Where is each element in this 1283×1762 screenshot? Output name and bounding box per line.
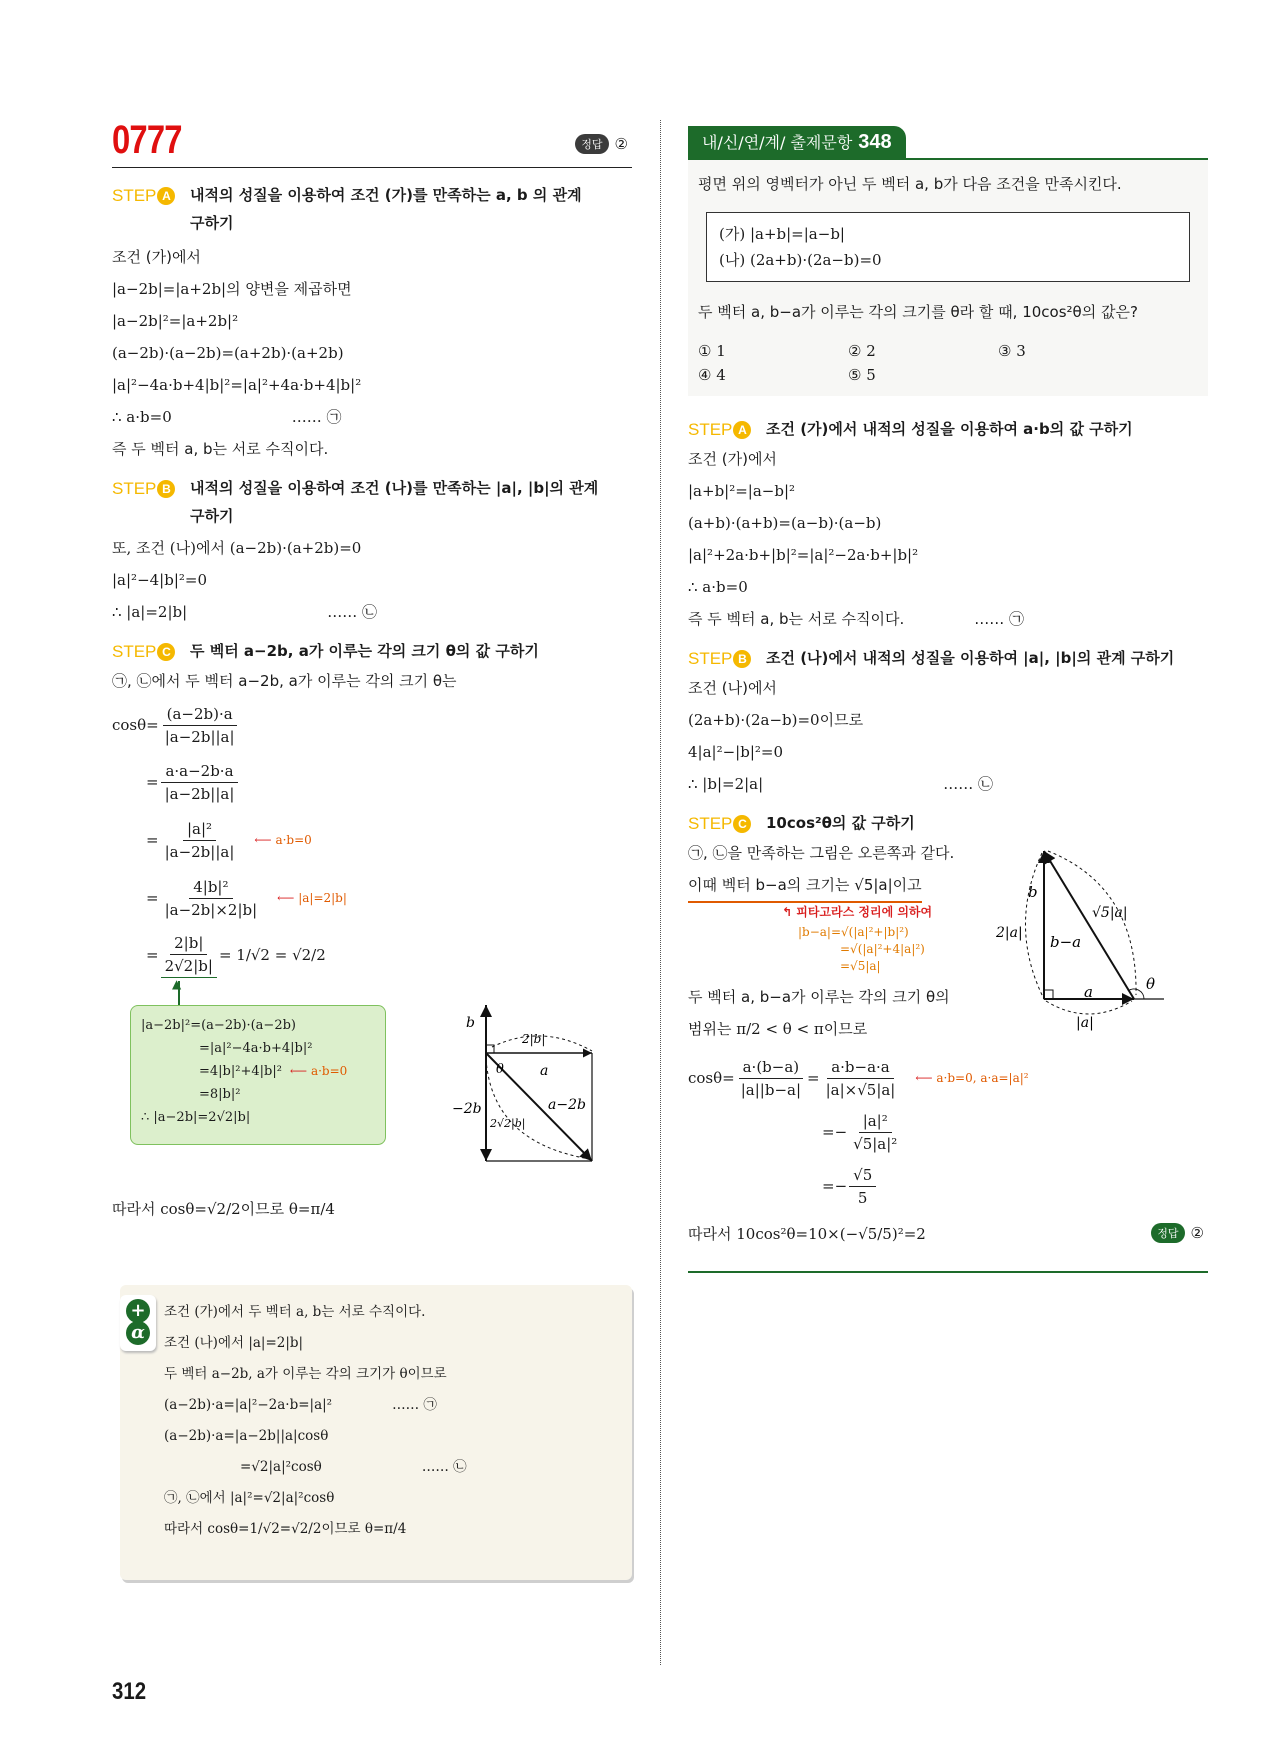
text-line: ㉠, ㉡에서 두 벡터 a−2b, a가 이루는 각의 크기 θ는: [112, 672, 457, 690]
plus-alpha-box: + α 조건 (가)에서 두 벡터 a, b는 서로 수직이다. 조건 (나)에서 |a|=2|b| 두 벡터 a−2b, a가 이루는 각의 크기가 θ이므로 (a−2b)·a=|a|²−2a·b=|a|² …… ㉠ (a−2b)·a=|a−2b||a|cosθ =√2|a|²cosθ …… ㉡ ㉠, ㉡에서 |a|²=√2|a|²cosθ 따라서 cosθ=1/√2=√2/2이므로 θ=π/4: [120, 1285, 632, 1580]
svg-text:b: b: [1028, 883, 1038, 901]
choice-1[interactable]: ① 1: [698, 342, 726, 360]
math-line: |a−2b|=|a+2b|의 양변을 제곱하면: [112, 280, 352, 298]
step-b-body: [112, 532, 632, 628]
step-letter-icon: A: [157, 187, 175, 205]
question-text: 평면 위의 영벡터가 아닌 두 벡터 a, b가 다음 조건을 만족시킨다.: [698, 175, 1122, 193]
question-ask: 두 벡터 a, b−a가 이루는 각의 크기를 θ라 할 때, 10cos²θ의 값은?: [698, 303, 1138, 321]
answer: [575, 134, 628, 154]
naesin-tab: 내/신/연/계/ 출제문항 348: [688, 126, 906, 158]
svg-text:a: a: [540, 1063, 549, 1079]
choice-3[interactable]: ③ 3: [998, 342, 1026, 360]
step-c: [112, 642, 632, 665]
step-a: [112, 186, 632, 237]
step-letter-icon: B: [157, 480, 175, 498]
conditions-box: (가) |a+b|=|a−b| (나) (2a+b)·(2a−b)=0: [706, 212, 1190, 282]
eq-row: cosθ= $\frac{(a-2b)\cdot a}{|a-2b||a|}$: [112, 697, 632, 753]
arrow-up-icon: ▲: [172, 977, 182, 991]
annotation: ⟵ a·b=0: [254, 833, 312, 847]
choice-4[interactable]: ④ 4: [698, 366, 726, 384]
conclusion-row: [688, 1213, 1208, 1253]
column-divider: [660, 120, 661, 1665]
step-letter-icon: C: [157, 643, 175, 661]
math-line: (a−2b)·(a−2b)=(a+2b)·(a+2b): [112, 344, 344, 362]
section-end-rule: [688, 1271, 1208, 1273]
cos-derivation: [112, 697, 632, 983]
plus-alpha-icon: + α: [120, 1295, 156, 1351]
eq-row: = $\frac{a\cdot a-2b\cdot a}{|a-2b||a|}$: [112, 753, 632, 811]
arrow-left-icon: ⟵: [254, 833, 272, 847]
answer-badge: 정답: [575, 134, 608, 154]
step-a-body: [112, 241, 632, 465]
eq-row: =− $\frac{\text{|a|²}}{\text{√5|a|²}}$: [822, 1111, 898, 1153]
math-line: ∴ a·b=0 …… ㉠: [112, 401, 632, 433]
eq-row: = $\frac{\text{|a|²}}{|a-2b||a|}$ ⟵ a·b=0: [146, 819, 312, 861]
step-title: 10cos²θ의 값 구하기: [766, 814, 915, 832]
vector-square-diagram: [452, 1003, 612, 1163]
naesin-348: [688, 126, 1208, 1273]
pythagoras-derivation: |b−a|=√(|a|²+|b|²) =√(|a|²+4|a|²) =√5|a|: [798, 925, 925, 973]
math-line: ∴ |a|=2|b| …… ㉡: [112, 596, 632, 628]
math-line: |a|²−4a·b+4|b|²=|a|²+4a·b+4|b|²: [112, 376, 362, 394]
text-line: 즉 두 벡터 a, b는 서로 수직이다.: [112, 440, 329, 458]
question-panel: [688, 160, 1208, 396]
arrow-left-icon: ⟵: [289, 1064, 308, 1078]
svg-text:|a|: |a|: [1076, 1015, 1094, 1031]
green-helper-box: |a−2b|²=(a−2b)·(a−2b) =|a|²−4a·b+4|b|² =4|b|²+4|b|² ⟵ a·b=0 =8|b|² ∴ |a−2b|=2√2|b|: [130, 1005, 386, 1145]
step-b: STEP B 조건 (나)에서 내적의 성질을 이용하여 |a|, |b|의 관계 구하기: [688, 649, 1208, 672]
triangle-diagram: [988, 837, 1198, 1037]
step-tag: STEP B: [112, 479, 190, 499]
svg-text:b−a: b−a: [1050, 933, 1082, 951]
step-title: 내적의 성질을 이용하여 조건 (나)를 만족하는 |a|, |b|의 관계 구하기: [190, 479, 599, 525]
step-letter-icon: C: [733, 815, 751, 833]
answer-value: ②: [614, 135, 628, 153]
box-and-diagram: [112, 977, 632, 1153]
step-title: 두 벡터 a−2b, a가 이루는 각의 크기 θ의 값 구하기: [190, 642, 539, 660]
ref-mark: …… ㉡: [327, 603, 377, 621]
cos-derivation: [688, 1051, 1208, 1213]
ref-mark: …… ㉠: [291, 408, 342, 426]
step-letter-icon: A: [733, 421, 751, 439]
svg-text:a−2b: a−2b: [548, 1097, 586, 1113]
step-c-body: ㉠, ㉡을 만족하는 그림은 오른쪽과 같다. 이때 벡터 b−a의 크기는 √5|a|이고 ↰ 피타고라스 정리에 의하여 |b−a|=√(|a|²+|b|²) =√(|a|²+4|a|²) =√5|a| 두 벡터 a, b−a가 이루는 각의 크기 θ의 범위는 π/2 < θ < π이므로 b 2|a| √5|a| b−a a |a| θ cosθ= $\frac{a\cdot(b-a)}{|a||b-a|}$ = $\frac{a\cdot b-a\cdot a}{|a|\times√5|a|}$ ⟵ a·b=0, a·a=|a|² =− $\frac{\text{|a|²}}{\text{√5|a|²}}$ =− $\frac{√5}{5}$ 따라서 10cos²θ=10×(−√5/5)²=2 정답 ②: [688, 837, 1208, 1273]
svg-text:a: a: [1084, 983, 1093, 1001]
eq-row: = $\frac{2|b|}{2√2|b|}$ = 1/√2 = √2/2: [112, 927, 632, 983]
problem-number: 0777: [112, 118, 182, 162]
ref-mark: …… ㉡: [421, 1459, 467, 1475]
naesin-header: [688, 126, 1208, 160]
svg-text:√5|a|: √5|a|: [1092, 905, 1128, 921]
svg-text:b: b: [466, 1015, 475, 1031]
step-c: STEP C 10cos²θ의 값 구하기: [688, 814, 1208, 837]
eq-row: = $\frac{\text{4|b|²}}{|a-2b|\times 2|b|}$ ⟵ |a|=2|b|: [146, 877, 347, 919]
choices: [698, 342, 1198, 384]
step-title: 조건 (가)에서 내적의 성질을 이용하여 a·b의 값 구하기: [766, 420, 1133, 438]
arrow-left-icon: ⟵: [915, 1071, 933, 1085]
text-line: 조건 (가)에서: [112, 248, 201, 266]
step-a-body: 조건 (가)에서 |a+b|²=|a−b|² (a+b)·(a+b)=(a−b)·(a−b) |a|²+2a·b+|b|²=|a|²−2a·b+|b|² ∴ a·b=0 즉 두 벡터 a, b는 서로 수직이다. …… ㉠: [688, 450, 1025, 628]
ref-mark: …… ㉠: [974, 610, 1025, 628]
math-line: |a−2b|²=|a+2b|²: [112, 312, 239, 330]
step-b: [112, 479, 632, 530]
svg-text:2|a|: 2|a|: [996, 925, 1023, 941]
svg-text:2√2|b|: 2√2|b|: [490, 1117, 526, 1130]
step-letter-icon: B: [733, 650, 751, 668]
answer-badge: 정답: [1151, 1223, 1184, 1243]
choice-5[interactable]: ⑤ 5: [848, 366, 876, 384]
ref-mark: …… ㉠: [392, 1397, 437, 1413]
pythagoras-note: ↰ 피타고라스 정리에 의하여: [782, 905, 933, 919]
step-a: STEP A 조건 (가)에서 내적의 성질을 이용하여 a·b의 값 구하기: [688, 420, 1208, 443]
svg-text:2|b|: 2|b|: [522, 1032, 546, 1046]
arrow-up-icon: ↰: [782, 905, 793, 919]
problem-header: [112, 120, 632, 168]
math-line: 또, 조건 (나)에서 (a−2b)·(a+2b)=0: [112, 539, 362, 557]
choice-2[interactable]: ② 2: [848, 342, 876, 360]
step-tag: STEP A: [112, 186, 190, 206]
step-b-body: 조건 (나)에서 (2a+b)·(2a−b)=0이므로 4|a|²−|b|²=0 ∴ |b|=2|a| …… ㉡: [688, 679, 993, 793]
annotation: ⟵ a·b=0, a·a=|a|²: [915, 1071, 1029, 1085]
svg-text:θ: θ: [1146, 975, 1156, 993]
math-line: |a|²−4|b|²=0: [112, 571, 208, 589]
eq-row: =− $\frac{√5}{5}$: [688, 1159, 1208, 1213]
annotation: ⟵ |a|=2|b|: [277, 891, 347, 905]
step-tag: STEP C: [112, 642, 190, 662]
svg-text:−2b: −2b: [452, 1101, 482, 1117]
page-number: 312: [112, 1678, 147, 1705]
ref-mark: …… ㉡: [943, 775, 993, 793]
step-title: 내적의 성질을 이용하여 조건 (가)를 만족하는 a, b 의 관계 구하기: [190, 186, 582, 232]
conclusion: 따라서 cosθ=√2/2이므로 θ=π/4: [112, 1200, 335, 1218]
svg-text:θ: θ: [496, 1062, 504, 1077]
step-title: 조건 (나)에서 내적의 성질을 이용하여 |a|, |b|의 관계 구하기: [766, 649, 1175, 667]
conclusion: 따라서 10cos²θ=10×(−√5/5)²=2: [688, 1224, 926, 1243]
answer: [1151, 1223, 1204, 1243]
arrow-left-icon: ⟵: [277, 891, 295, 905]
solution-0777: [112, 120, 632, 1225]
answer-value: ②: [1190, 1224, 1204, 1242]
eq-row: cosθ= $\frac{a\cdot(b-a)}{|a||b-a|}$ = $\frac{a\cdot b-a\cdot a}{|a|\times√5|a|}$ ⟵ a·b=0, a·a=|a|²: [688, 1057, 1029, 1099]
